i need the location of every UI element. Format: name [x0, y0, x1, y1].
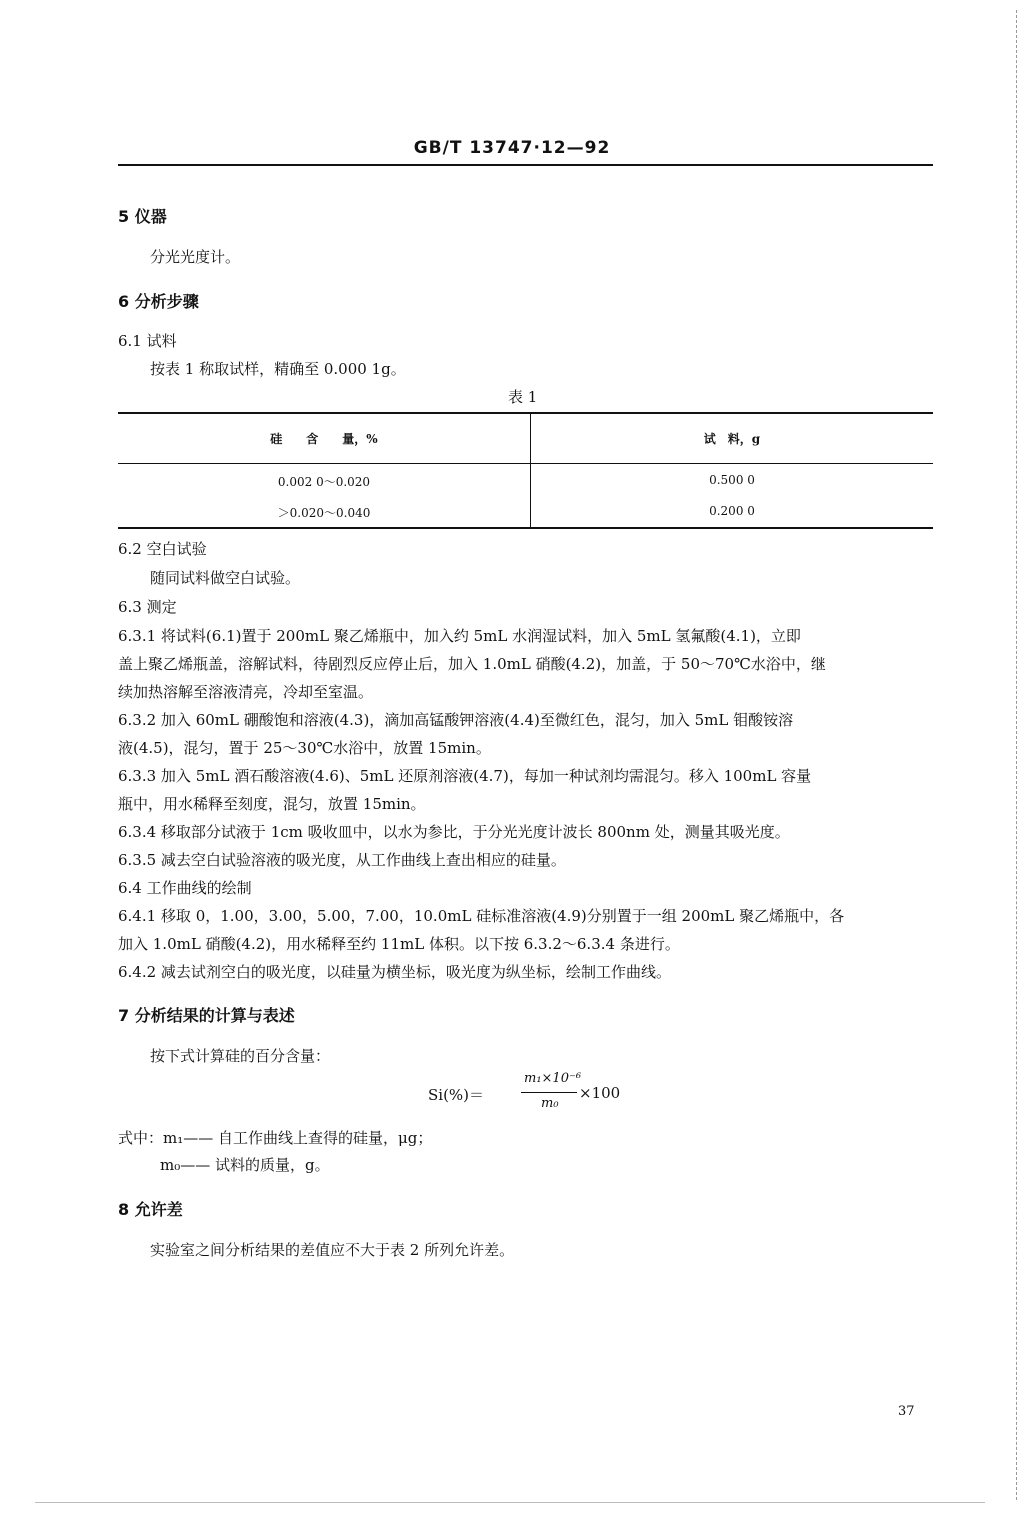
formula-rhs: ×100 — [579, 1084, 621, 1102]
section-6-3-3-line-2: 瓶中，用水稀释至刻度，混匀，放置 15min。 — [118, 795, 426, 813]
page-number: 37 — [898, 1404, 915, 1419]
standard-code-header: GB/T 13747·12—92 — [413, 138, 611, 158]
formula-fraction-bar — [521, 1092, 577, 1093]
table-cell-r2c2: 0.200 0 — [709, 504, 755, 518]
scan-bottom-artifact — [35, 1502, 985, 1503]
table-cell-r1c1: 0.002 0～0.020 — [277, 475, 371, 489]
where-m1: 式中：m₁—— 自工作曲线上查得的硅量，μg； — [118, 1129, 433, 1147]
section-5-title: 5 仪器 — [118, 207, 167, 226]
section-7-body: 按下式计算硅的百分含量： — [150, 1047, 331, 1065]
section-6-1-body: 按表 1 称取试样，精确至 0.000 1g。 — [150, 360, 406, 378]
section-8-body: 实验室之间分析结果的差值应不大于表 2 所列允许差。 — [150, 1241, 515, 1259]
table-header-rule — [118, 463, 933, 464]
section-6-3-1-line-3: 续加热溶解至溶液清亮，冷却至室温。 — [118, 683, 374, 701]
section-5-body: 分光光度计。 — [150, 248, 241, 266]
section-6-3-2-line-2: 液(4.5)，混匀，置于 25～30℃水浴中，放置 15min。 — [118, 739, 491, 757]
section-6-4-1-line-1: 6.4.1 移取 0，1.00，3.00，5.00，7.00，10.0mL 硅标准溶液(4.9)分别置于一组 200mL 聚乙烯瓶中，各 — [118, 907, 845, 925]
section-6-3-4: 6.3.4 移取部分试液于 1cm 吸收皿中，以水为参比，于分光光度计波长 800nm 处，测量其吸光度。 — [118, 823, 790, 841]
header-rule — [118, 164, 933, 166]
section-6-3-3-line-1: 6.3.3 加入 5mL 酒石酸溶液(4.6)、5mL 还原剂溶液(4.7)，每加一种试剂均需混匀。移入 100mL 容量 — [118, 767, 812, 785]
section-6-3-5: 6.3.5 减去空白试验溶液的吸光度，从工作曲线上查出相应的硅量。 — [118, 851, 566, 869]
formula-numerator: m₁×10⁻⁶ — [524, 1071, 582, 1086]
section-7-title: 7 分析结果的计算与表述 — [118, 1006, 295, 1025]
table-bottom-rule — [118, 527, 933, 529]
section-6-4-1-line-2: 加入 1.0mL 硝酸(4.2)，用水稀释至约 11mL 体积。以下按 6.3.2～6.3.4 条进行。 — [118, 935, 680, 953]
section-6-4-title: 6.4 工作曲线的绘制 — [118, 879, 252, 897]
section-6-3-2-line-1: 6.3.2 加入 60mL 硼酸饱和溶液(4.3)，滴加高锰酸钾溶液(4.4)至微红色，混匀，加入 5mL 钼酸铵溶 — [118, 711, 794, 729]
section-6-2-body: 随同试料做空白试验。 — [150, 569, 301, 587]
where-m0: m₀—— 试料的质量，g。 — [160, 1156, 330, 1174]
formula-lhs: Si(%)＝ — [428, 1086, 485, 1104]
section-6-1-title: 6.1 试料 — [118, 332, 177, 350]
table-header-sample: 试 料，g — [703, 432, 761, 446]
section-6-2-title: 6.2 空白试验 — [118, 540, 207, 558]
table-cell-r2c1: ＞0.020～0.040 — [277, 506, 371, 520]
formula-denominator: m₀ — [541, 1096, 559, 1111]
section-6-3-1-line-2: 盖上聚乙烯瓶盖，溶解试料，待剧烈反应停止后，加入 1.0mL 硝酸(4.2)，加盖，于 50～70℃水浴中，继 — [118, 655, 826, 673]
section-6-title: 6 分析步骤 — [118, 292, 199, 311]
section-6-3-title: 6.3 测定 — [118, 598, 177, 616]
section-8-title: 8 允许差 — [118, 1200, 183, 1219]
table-1-caption: 表 1 — [508, 388, 538, 406]
table-header-silicon: 硅 含 量，% — [270, 432, 378, 446]
scan-edge-artifact — [1016, 10, 1017, 1500]
table-cell-r1c2: 0.500 0 — [709, 473, 755, 487]
section-6-4-2: 6.4.2 减去试剂空白的吸光度，以硅量为横坐标，吸光度为纵坐标，绘制工作曲线。 — [118, 963, 671, 981]
section-6-3-1-line-1: 6.3.1 将试料(6.1)置于 200mL 聚乙烯瓶中，加入约 5mL 水润湿试料，加入 5mL 氢氟酸(4.1)，立即 — [118, 627, 801, 645]
table-top-rule — [118, 412, 933, 414]
